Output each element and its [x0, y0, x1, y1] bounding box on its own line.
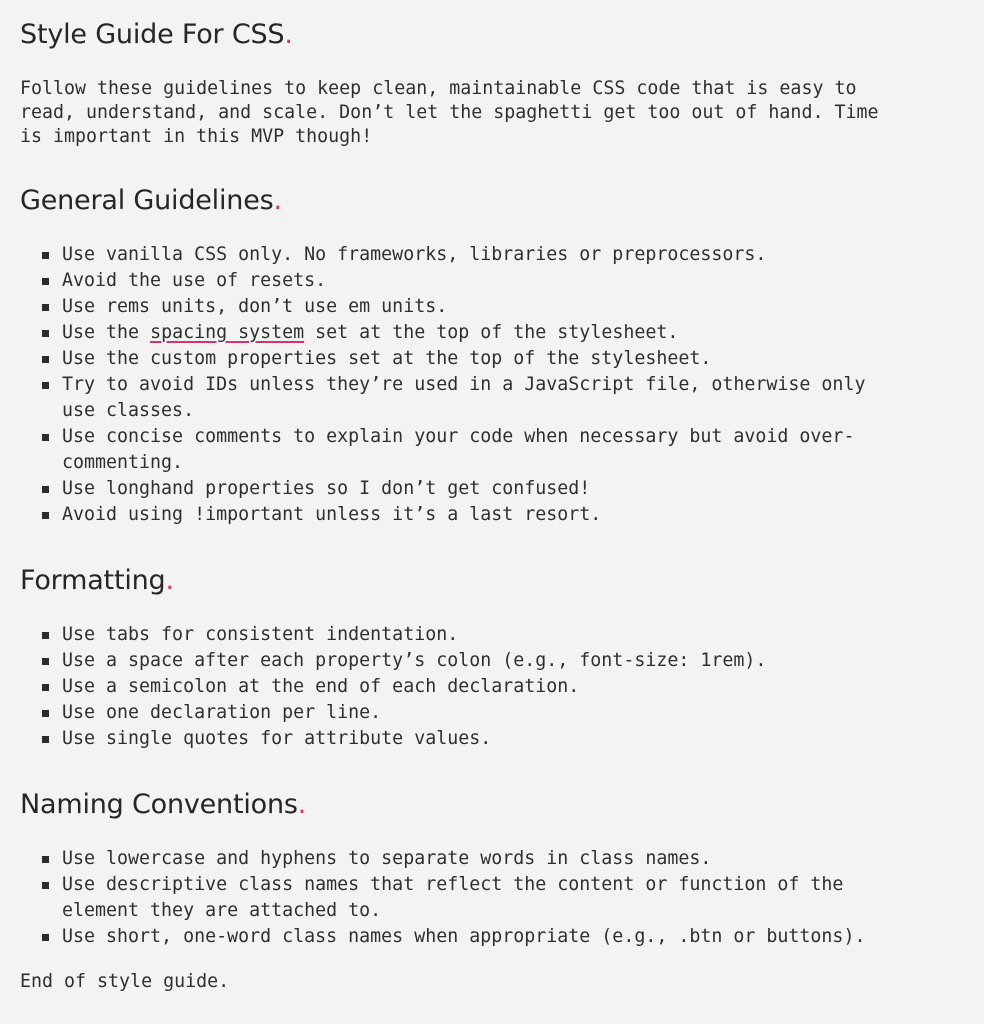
list-item-text: commenting. — [62, 452, 184, 473]
footer-text: End of style guide. — [20, 971, 230, 992]
list-item — [42, 242, 962, 268]
bullet-icon — [42, 512, 49, 519]
bullet-icon — [42, 486, 49, 493]
bullet-icon — [42, 382, 49, 389]
list-item-text: Use a space after each property’s colon (e.g., font-size: 1rem). — [62, 650, 767, 671]
list-item — [42, 502, 962, 528]
heading-accent-dot: . — [273, 185, 282, 216]
bullet-icon — [42, 330, 49, 337]
list-item — [42, 294, 962, 320]
bullet-icon — [42, 684, 49, 691]
list-item-text: Use tabs for consistent indentation. — [62, 624, 459, 645]
list-item — [42, 424, 962, 476]
list-item-text: Use single quotes for attribute values. — [62, 728, 492, 749]
list-item — [42, 726, 962, 752]
formatting-list — [42, 622, 962, 752]
list-item-text: Use vanilla CSS only. No frameworks, libraries or preprocessors. — [62, 244, 767, 265]
list-item — [42, 320, 962, 346]
bullet-icon — [42, 934, 49, 941]
list-item — [42, 846, 962, 872]
list-item-text: Use the custom properties set at the top of the stylesheet. — [62, 348, 712, 369]
naming-conventions-heading — [20, 788, 306, 822]
list-item-text-pre: Use the — [62, 322, 151, 343]
formatting-heading — [20, 564, 174, 598]
list-item — [42, 700, 962, 726]
list-item-text: Use one declaration per line. — [62, 702, 382, 723]
general-guidelines-list — [42, 242, 962, 528]
general-guidelines-heading — [20, 184, 282, 218]
bullet-icon — [42, 736, 49, 743]
list-item-text: use classes. — [62, 400, 195, 421]
formatting-heading-text: Formatting — [20, 565, 166, 596]
list-item-text: Try to avoid IDs unless they’re used in a JavaScript file, otherwise only — [62, 374, 866, 395]
heading-accent-dot: . — [165, 565, 174, 596]
list-item-text: Use descriptive class names that reflect the content or function of the — [62, 874, 844, 895]
list-item-text: Use a semicolon at the end of each declaration. — [62, 676, 580, 697]
intro-line: Follow these guidelines to keep clean, maintainable CSS code that is easy to — [20, 78, 857, 99]
bullet-icon — [42, 658, 49, 665]
bullet-icon — [42, 710, 49, 717]
page-title — [20, 18, 293, 52]
title-accent-dot: . — [284, 19, 293, 50]
page-title-text: Style Guide For CSS — [20, 19, 285, 50]
list-item — [42, 622, 962, 648]
bullet-icon — [42, 632, 49, 639]
list-item-text: Avoid the use of resets. — [62, 270, 327, 291]
list-item — [42, 872, 962, 924]
list-item — [42, 674, 962, 700]
spacing-system-link[interactable]: spacing system — [150, 322, 305, 343]
bullet-icon — [42, 856, 49, 863]
list-item-text-post: set at the top of the stylesheet. — [304, 322, 679, 343]
list-item-text: Use lowercase and hyphens to separate words in class names. — [62, 848, 712, 869]
list-item — [42, 476, 962, 502]
list-item-text: Use concise comments to explain your code when necessary but avoid over- — [62, 426, 855, 447]
bullet-icon — [42, 278, 49, 285]
list-item-text: element they are attached to. — [62, 900, 382, 921]
general-heading-text: General Guidelines — [20, 185, 274, 216]
list-item — [42, 268, 962, 294]
list-item-text: Use rems units, don’t use em units. — [62, 296, 448, 317]
intro-paragraph — [20, 77, 970, 149]
list-item — [42, 346, 962, 372]
list-item — [42, 924, 962, 950]
naming-heading-text: Naming Conventions — [20, 789, 298, 820]
list-item-text — [62, 320, 962, 346]
list-item — [42, 372, 962, 424]
list-item — [42, 648, 962, 674]
bullet-icon — [42, 356, 49, 363]
list-item-text: Use short, one-word class names when appropriate (e.g., .btn or buttons). — [62, 926, 866, 947]
bullet-icon — [42, 304, 49, 311]
bullet-icon — [42, 882, 49, 889]
intro-line: read, understand, and scale. Don’t let the spaghetti get too out of hand. Time — [20, 102, 879, 123]
bullet-icon — [42, 252, 49, 259]
list-item-text: Use longhand properties so I don’t get confused! — [62, 478, 591, 499]
bullet-icon — [42, 434, 49, 441]
list-item-text: Avoid using !important unless it’s a last resort. — [62, 504, 602, 525]
intro-line: is important in this MVP though! — [20, 126, 373, 147]
heading-accent-dot: . — [297, 789, 307, 820]
naming-conventions-list — [42, 846, 962, 950]
